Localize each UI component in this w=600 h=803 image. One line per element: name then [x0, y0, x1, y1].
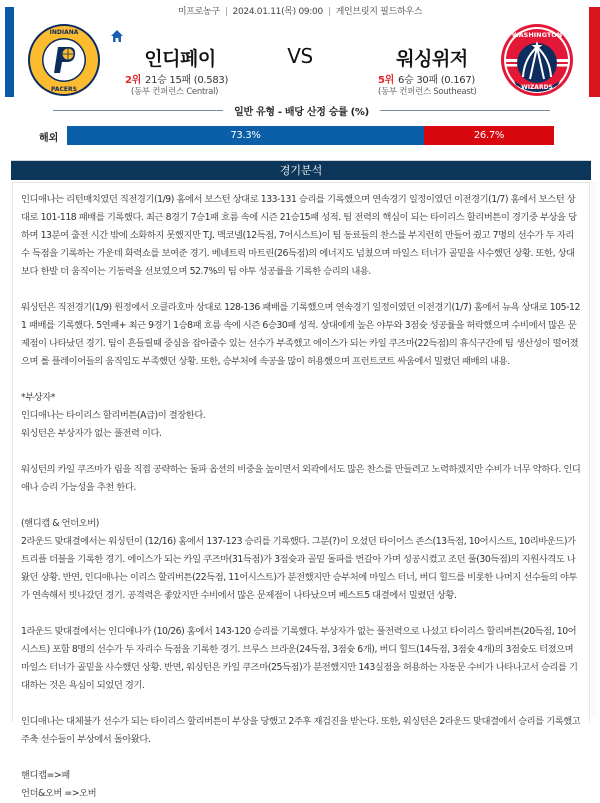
- win-probability-bar: [67, 126, 554, 145]
- separator: |: [224, 7, 228, 17]
- vs-label: VS: [287, 44, 313, 68]
- svg-text:WASHINGTON: WASHINGTON: [511, 31, 563, 39]
- injury-line: 워싱턴은 부상자가 없는 풀전력 이다.: [21, 428, 162, 439]
- odds-section-title: [53, 102, 550, 118]
- match-datetime: 2024.01.11(목) 09:00: [232, 7, 323, 17]
- home-team-rank: 2위: [125, 75, 142, 86]
- svg-text:PACERS: PACERS: [51, 86, 77, 93]
- odds-row-label: 해외: [39, 133, 59, 144]
- home-team-record: [125, 71, 228, 86]
- odds-section-label: 일반 유형 - 배당 산정 승률 (%): [234, 106, 369, 118]
- svg-text:INDIANA: INDIANA: [49, 29, 79, 36]
- analysis-header: 경기분석: [11, 160, 591, 180]
- indiana-pacers-logo: [27, 23, 101, 97]
- washington-wizards-logo: [500, 23, 574, 97]
- away-team-record: [378, 71, 475, 86]
- summary-text: 워싱턴의 카일 쿠즈마가 림을 직접 공략하는 돌파 옵션의 비중을 높이면서 외곽에서도 많은 찬스를 만들려고 노력하겠지만 수비가 너무 약하다. 인디애나 승리 가능성을 추천 한다.: [21, 464, 581, 493]
- round2-analysis: 2라운드 맞대결에서는 워싱턴이 (12/16) 홈에서 137-123 승리를 기록했다. 그분(?)이 오셨던 타이어스 존스(13득점, 10어시스트, 10리바운드)가 트리플 더블을 기록한 경기. 에이스가 되는 카일 쿠즈마(31득점)가 3점슛과 골밑 돌파를 번갈아 가며 성공시켰고 조던 풀(30득점)의 지원사격도 나왔던 상황. 반면, 인디애나는 이리스 할리버튼(22득점, 11어시스트)가 분전했지만 승부처에 마일스 터너, 버디 힐드를 비롯한 나머지 선수들의 야투가 연속해서 빗나갔던 경기. 공격력은 좋았지만 수비에서 많은 문제점이 나타났으며 베스트5 대결에서 밀렸던 상황.: [21, 536, 578, 601]
- handicap-title: (핸디캡 & 언더오버): [21, 518, 99, 529]
- divider: [380, 110, 550, 111]
- home-win-pct: 73.3%: [67, 126, 424, 145]
- match-meta: [0, 4, 600, 17]
- pick-over-under: 언더&오버 =>오버: [21, 788, 97, 799]
- away-team-name: 워싱위저: [396, 48, 468, 70]
- injury-line: 인디애나는 타이리스 할리버튼(A급)이 결장한다.: [21, 410, 206, 421]
- round1-analysis: 1라운드 맞대결에서는 인디애나가 (10/26) 홈에서 143-120 승리를 기록했다. 부상자가 없는 풀전력으로 나섰고 타이리스 할리버튼(20득점, 10어시스트) 포함 8명의 선수가 두 자리수 득점을 기록한 경기. 브루스 브라운(24득점, 3점슛 6개), 버디 힐드(14득점, 3점슛 4개)의 3점슛도 터졌으며 마일스 터너가 골밑을 사수했던 상황. 반면, 워싱턴은 카일 쿠즈마(25득점)가 분전했지만 143실점을 허용하는 자동문 수비가 나타나고서 승리를 기대하는 것은 욕심이 되었던 경기.: [21, 626, 578, 691]
- home-team-analysis: 인디애나는 리턴매치였던 직전경기(1/9) 홈에서 보스턴 상대로 133-131 승리를 기록했으며 연속경기 일정이였던 이전경기(1/7) 홈에서 보스턴 상대로 101-118 패배를 기록했다. 최근 8경기 7승1패 흐름 속에 시즌 21승15패 성적. 팀 전력의 핵심이 되는 타이리스 할리버튼이 경기중 부상을 당하며 13분여 출전 시간 밖에 소화하지 못했지만 T.J. 맥코넬(12득점, 7어시스트)이 팀 동료들의 찬스를 부지런히 만들어 줬고 7명의 선수가 두 자리수 득점을 기록하는 가운데 화력쇼를 보여준 경기. 베네트릭 마트린(26득점)의 에너지도 넘쳤으며 마일스 터너가 골밑을 사수했던 상황. 또한, 상대 보다 한발 더 움직이는 기동력을 선보였으며 52.7%의 팀 야투 성공률을 기록한 승리의 내용.: [21, 194, 577, 277]
- odds-row-overseas: [0, 126, 600, 146]
- page-edge-shadow: [591, 182, 600, 717]
- home-team-wl: 21승 15패 (0.583): [145, 75, 229, 86]
- away-team-color-bar: [589, 7, 600, 97]
- svg-text:WIZARDS: WIZARDS: [521, 84, 553, 91]
- league-label: 미프로농구: [177, 7, 220, 17]
- separator: |: [327, 7, 331, 17]
- home-team-conference: (동부 컨퍼런스 Central): [131, 87, 219, 97]
- divider: [53, 110, 223, 111]
- away-team-wl: 6승 30패 (0.167): [398, 75, 476, 86]
- handicap-note: 인디애나는 대체불가 선수가 되는 타이리스 할리버튼이 부상을 당했고 2주후 재검진을 받는다. 또한, 워싱턴은 2라운드 맞대결에서 승리를 기록했고 주축 선수들이 부상에서 돌아왔다.: [21, 716, 581, 745]
- pick-handicap: 핸디캡=>패: [21, 770, 70, 781]
- home-team-color-bar: [5, 7, 14, 97]
- home-icon[interactable]: [110, 28, 124, 42]
- away-team-conference: (동부 컨퍼런스 Southeast): [378, 87, 477, 97]
- away-team-analysis: 워싱턴은 직전경기(1/9) 원정에서 오클라호마 상대로 128-136 패배를 기록했으며 연속경기 일정이였던 이전경기(1/7) 홈에서 뉴욕 상대로 105-121 패배를 기록했다. 5연패+ 최근 9경기 1승8패 흐름 속에 시즌 6승30패 성적. 상대에게 높은 야투와 3점슛 성공률을 허락했으며 수비에서 많은 문제점이 나타났던 경기. 팀이 흔들릴때 중심을 잡아줄수 있는 선수가 부족했고 에이스가 되는 카일 쿠즈마(22득점)의 휴식구간에 팀 생산성이 떨어졌으며 롤 플레이어들의 움직임도 부족했던 상황. 또한, 승부처에 속공을 많이 허용했으며 프런트코트 싸움에서 밀렸던 패배의 내용.: [21, 302, 580, 367]
- venue-label: 게인브릿지 필드하우스: [335, 7, 423, 17]
- away-team-rank: 5위: [378, 75, 395, 86]
- away-win-pct: 26.7%: [424, 126, 554, 145]
- injury-title: *부상자*: [21, 392, 55, 403]
- home-team-name: 인디페이: [144, 48, 216, 70]
- analysis-body: [12, 182, 590, 799]
